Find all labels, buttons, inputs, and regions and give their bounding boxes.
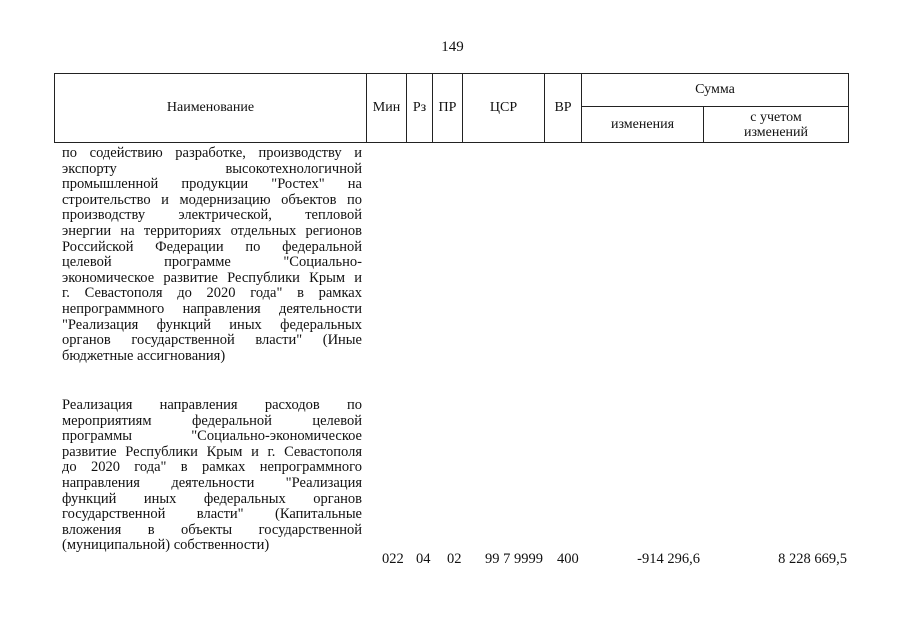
row2-pr: 02: [447, 551, 462, 567]
row1-line: экспорту высокотехнологичной: [62, 160, 362, 177]
row2-line: до 2020 года" в рамках непрограммного: [62, 459, 362, 476]
header-izm: изменения: [582, 107, 704, 142]
row2-line: функций иных федеральных органов: [62, 490, 362, 507]
row1-line: Российской Федерации по федеральной: [62, 238, 362, 255]
row1-line: "Реализация функций иных федеральных: [62, 316, 362, 333]
row2-csr: 99 7 9999: [485, 551, 543, 567]
row1-line: целевой программе "Социально-: [62, 254, 362, 271]
row2-line: вложения в объекты государственной: [62, 521, 362, 538]
row2-line: мероприятиям федеральной целевой: [62, 412, 362, 429]
row2-line: (муниципальной) собственности): [62, 537, 270, 554]
header-csr: ЦСР: [463, 74, 545, 142]
row1-line: органов государственной власти" (Иные: [62, 332, 362, 349]
row2-line: развитие Республики Крым и г. Севастополя: [62, 443, 362, 460]
row2-line: программы "Социально-экономическое: [62, 428, 362, 445]
header-sum: Сумма: [582, 74, 848, 107]
row1-line: г. Севастополя до 2020 года" в рамках: [62, 285, 362, 302]
row2-min: 022: [382, 551, 404, 567]
header-name: Наименование: [55, 74, 367, 142]
row2-izm: -914 296,6: [637, 551, 700, 567]
row1-line: строительство и модернизацию объектов по: [62, 191, 362, 208]
row1-line: энергии на территориях отдельных регионов: [62, 222, 362, 239]
header-pr: ПР: [433, 74, 463, 142]
row1-line: производству электрической, тепловой: [62, 207, 362, 224]
table-header: [54, 73, 849, 143]
header-uchet-line2: изменений: [743, 124, 809, 140]
row2-name: [62, 398, 362, 554]
row1-line: промышленной продукции "Ростех" на: [62, 176, 362, 193]
row2-line: Реализация направления расходов по: [62, 397, 362, 413]
page-number: 149: [441, 39, 464, 55]
row1-line: по содействию разработке, производству и: [62, 145, 362, 161]
row1-line: экономическое развитие Республики Крым и: [62, 269, 362, 286]
header-uchet-line1: с учетом: [750, 109, 802, 125]
header-vr: ВР: [545, 74, 582, 142]
row2-line: государственной власти" (Капитальные: [62, 506, 362, 523]
header-min: Мин: [367, 74, 407, 142]
row2-line: направления деятельности "Реализация: [62, 474, 362, 491]
row2-uchet: 8 228 669,5: [778, 551, 847, 567]
header-uchet: [704, 107, 848, 142]
row1-name: [62, 146, 362, 364]
row1-line: бюджетные ассигнования): [62, 347, 226, 364]
header-rz: Рз: [407, 74, 433, 142]
row2-rz: 04: [416, 551, 431, 567]
row2-vr: 400: [557, 551, 579, 567]
row1-line: непрограммного направления деятельности: [62, 300, 362, 317]
